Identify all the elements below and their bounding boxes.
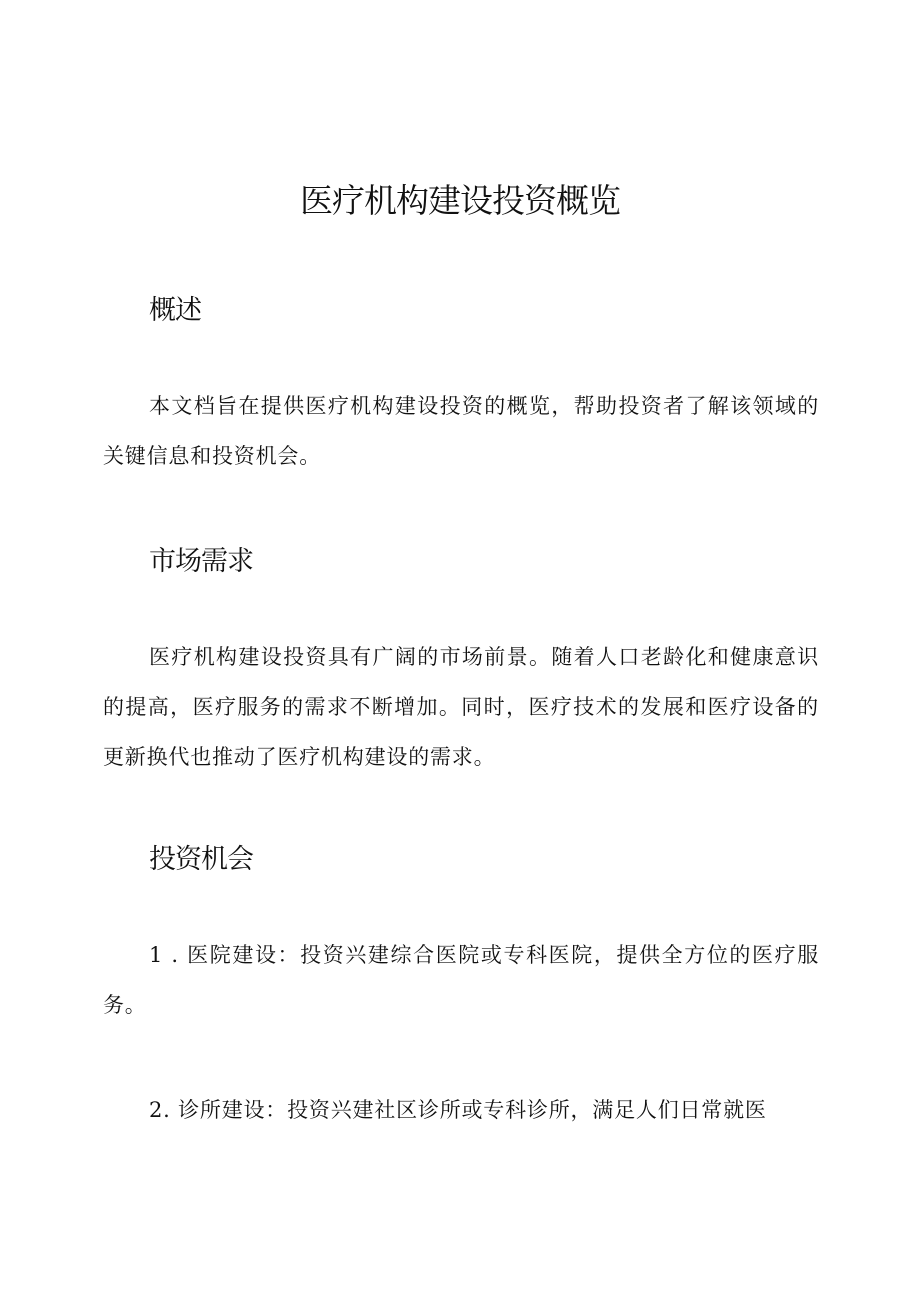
section-heading-market-demand: 市场需求 (149, 546, 253, 577)
market-demand-paragraph: 医疗机构建设投资具有广阔的市场前景。随着人口老龄化和健康意识的提高，医疗服务的需求不断增加。同时，医疗技术的发展和医疗设备的更新换代也推动了医疗机构建设的需求。 (103, 645, 819, 769)
investment-item-hospital: 1 . 医院建设：投资兴建综合医院或专科医院，提供全方位的医疗服务。 (103, 943, 819, 1017)
investment-item-clinic: 2. 诊所建设：投资兴建社区诊所或专科诊所，满足人们日常就医 (149, 1098, 767, 1122)
overview-paragraph: 本文档旨在提供医疗机构建设投资的概览，帮助投资者了解该领域的关键信息和投资机会。 (103, 394, 819, 468)
section-heading-overview: 概述 (149, 295, 201, 326)
section-heading-investment-opportunities: 投资机会 (149, 844, 253, 875)
document-title: 医疗机构建设投资概览 (300, 181, 620, 220)
